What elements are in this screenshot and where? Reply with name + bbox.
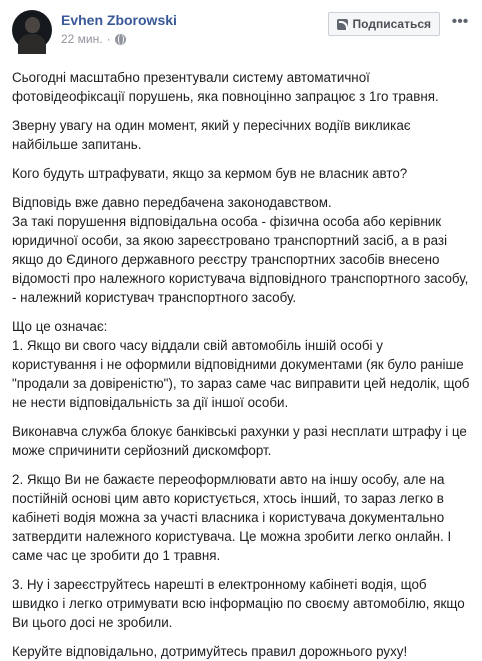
post-paragraph-7: 2. Якщо Ви не бажаєте переоформлювати авто на іншу особу, але на постійній основі цим авто користується, хтось інший, то зараз легко в кабінеті водія можна за участі власника і користувача документально затвердити належного користувача. Це можна зробити легко онлайн. І саме час це зробити до 1 травня. bbox=[12, 472, 452, 563]
globe-icon bbox=[115, 34, 126, 45]
post-paragraph-5: Що це означає: 1. Якщо ви свого часу віддали свій автомобіль іншій особі у користування і не оформили відповідними документами (як було раніше "продали за довіреністю"), то зараз саме час виправити цей недолік, щоб не нести відповідальність за дії іншої особи. bbox=[12, 319, 470, 410]
separator-dot: · bbox=[106, 32, 111, 46]
subscribe-button[interactable] bbox=[328, 12, 440, 36]
post-paragraph-1: Сьогодні масштабно презентували систему автоматичної фотовідеофіксації порушень, яка повноцінно запрацює з 1го травня. bbox=[12, 70, 439, 104]
more-options-icon[interactable]: ••• bbox=[451, 13, 469, 30]
post-timestamp[interactable]: 22 мин. bbox=[61, 32, 103, 46]
avatar[interactable] bbox=[12, 10, 52, 50]
post-subline bbox=[61, 31, 328, 47]
post-paragraph-6: Виконавча служба блокує банківські рахунки у разі несплати штрафу і це може спричинити серйозний дискомфорт. bbox=[12, 424, 467, 458]
post-paragraph-2: Зверну увагу на один момент, який у пересічних водіїв викликає найбільше запитань. bbox=[12, 118, 411, 152]
post-meta bbox=[61, 10, 328, 47]
avatar-head-shape bbox=[25, 17, 40, 33]
post-paragraph-3: Кого будуть штрафувати, якщо за кермом був не власник авто? bbox=[12, 166, 408, 181]
post-paragraph-4: Відповідь вже давно передбачена законодавством. За такі порушення відповідальна особа - фізична особа або керівник юридичної особи, за якою зареєстровано транспортний засіб, а в разі якщо до Єдиного державного реєстру транспортних засобів внесено відомості про належного користувача відповідного транспортного засобу, - належний користувач транспортного засобу. bbox=[12, 195, 469, 305]
post-content bbox=[12, 68, 470, 661]
subscribe-icon bbox=[337, 19, 348, 30]
post-header bbox=[12, 10, 470, 60]
avatar-body-shape bbox=[18, 34, 46, 54]
post-paragraph-9: Керуйте відповідально, дотримуйтесь правил дорожнього руху! bbox=[12, 644, 408, 659]
subscribe-label: Подписаться bbox=[352, 17, 431, 31]
post-paragraph-8: 3. Ну і зареєструйтесь нарешті в електронному кабінеті водія, щоб швидко і легко отримувати всю інформацію по своєму автомобілю, якщо Ви цього досі не зробили. bbox=[12, 577, 465, 630]
author-name[interactable]: Evhen Zborowski bbox=[61, 12, 177, 28]
